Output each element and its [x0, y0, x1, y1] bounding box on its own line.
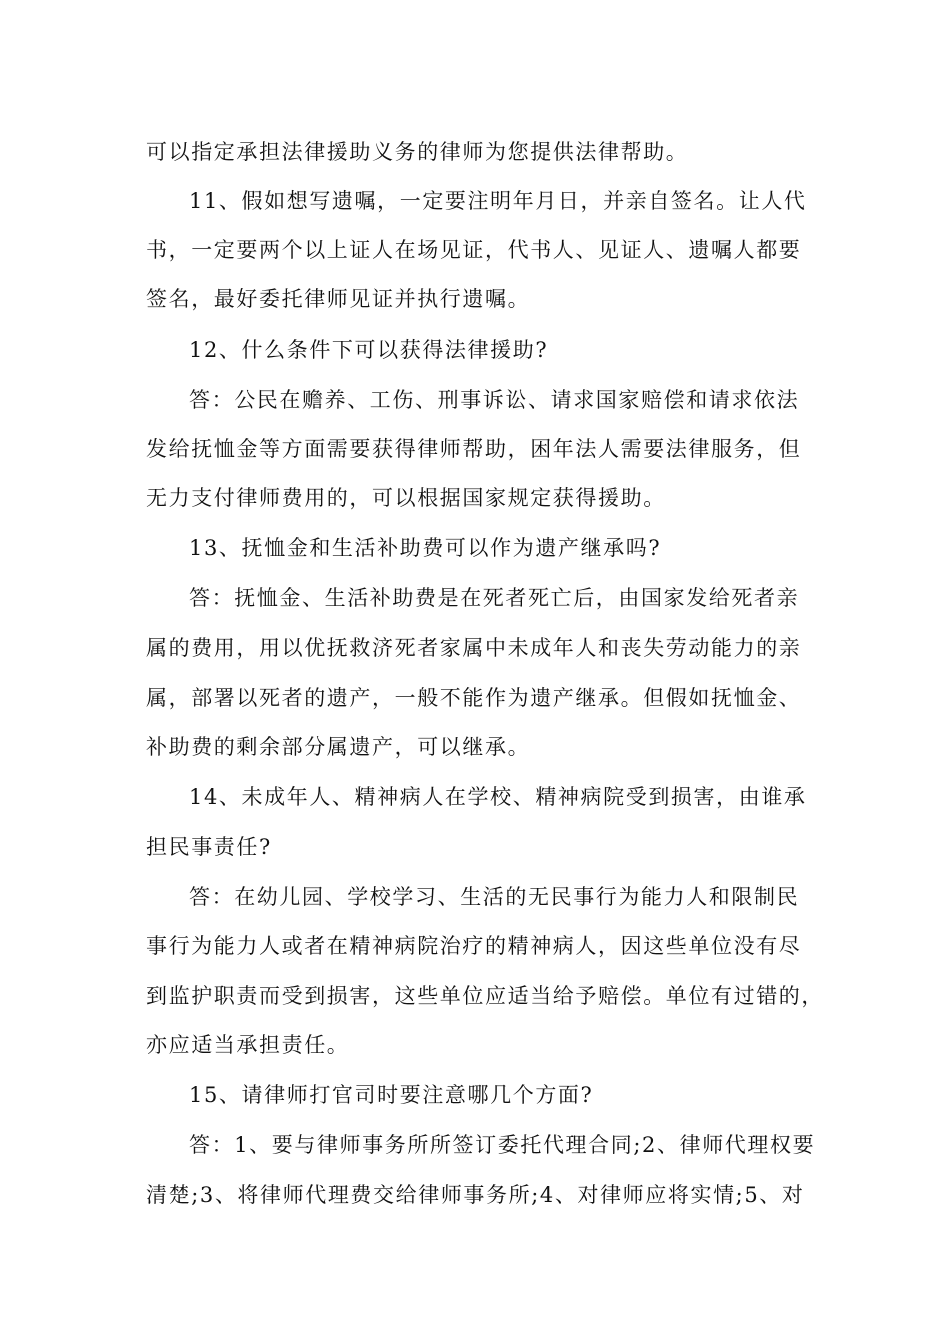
text-line: 答：公民在赡养、工伤、刑事诉讼、请求国家赔偿和请求依法	[189, 388, 800, 412]
text-line: 担民事责任?	[146, 835, 272, 859]
question-heading: 14、未成年人、精神病人在学校、精神病院受到损害，由谁承	[189, 785, 807, 809]
text-line: 答：1、要与律师事务所所签订委托代理合同;2、律师代理权要	[189, 1133, 816, 1157]
question-heading: 12、什么条件下可以获得法律援助?	[189, 338, 549, 362]
question-heading: 15、请律师打官司时要注意哪几个方面?	[189, 1083, 594, 1107]
text-line: 属的费用，用以优抚救济死者家属中未成年人和丧失劳动能力的亲	[146, 636, 802, 660]
text-line: 到监护职责而受到损害，这些单位应适当给予赔偿。单位有过错的，	[146, 984, 824, 1008]
text-line: 属，部署以死者的遗产，一般不能作为遗产继承。但假如抚恤金、	[146, 686, 802, 710]
text-line: 答：在幼儿园、学校学习、生活的无民事行为能力人和限制民	[189, 885, 800, 909]
question-heading: 13、抚恤金和生活补助费可以作为遗产继承吗?	[189, 536, 662, 560]
text-line: 补助费的剩余部分属遗产，可以继承。	[146, 735, 531, 759]
text-line: 发给抚恤金等方面需要获得律师帮助，困年法人需要法律服务，但	[146, 437, 802, 461]
text-line: 无力支付律师费用的，可以根据国家规定获得援助。	[146, 486, 666, 510]
text-line: 清楚;3、将律师代理费交给律师事务所;4、对律师应将实情;5、对	[146, 1183, 805, 1207]
text-line: 亦应适当承担责任。	[146, 1033, 350, 1057]
text-line: 书，一定要两个以上证人在场见证，代书人、见证人、遗嘱人都要	[146, 238, 802, 262]
text-line: 答：抚恤金、生活补助费是在死者死亡后，由国家发给死者亲	[189, 586, 800, 610]
text-line: 11、假如想写遗嘱，一定要注明年月日，并亲自签名。让人代	[189, 189, 807, 213]
text-line: 签名，最好委托律师见证并执行遗嘱。	[146, 287, 531, 311]
text-line: 事行为能力人或者在精神病院治疗的精神病人，因这些单位没有尽	[146, 934, 802, 958]
text-line: 可以指定承担法律援助义务的律师为您提供法律帮助。	[146, 140, 689, 164]
